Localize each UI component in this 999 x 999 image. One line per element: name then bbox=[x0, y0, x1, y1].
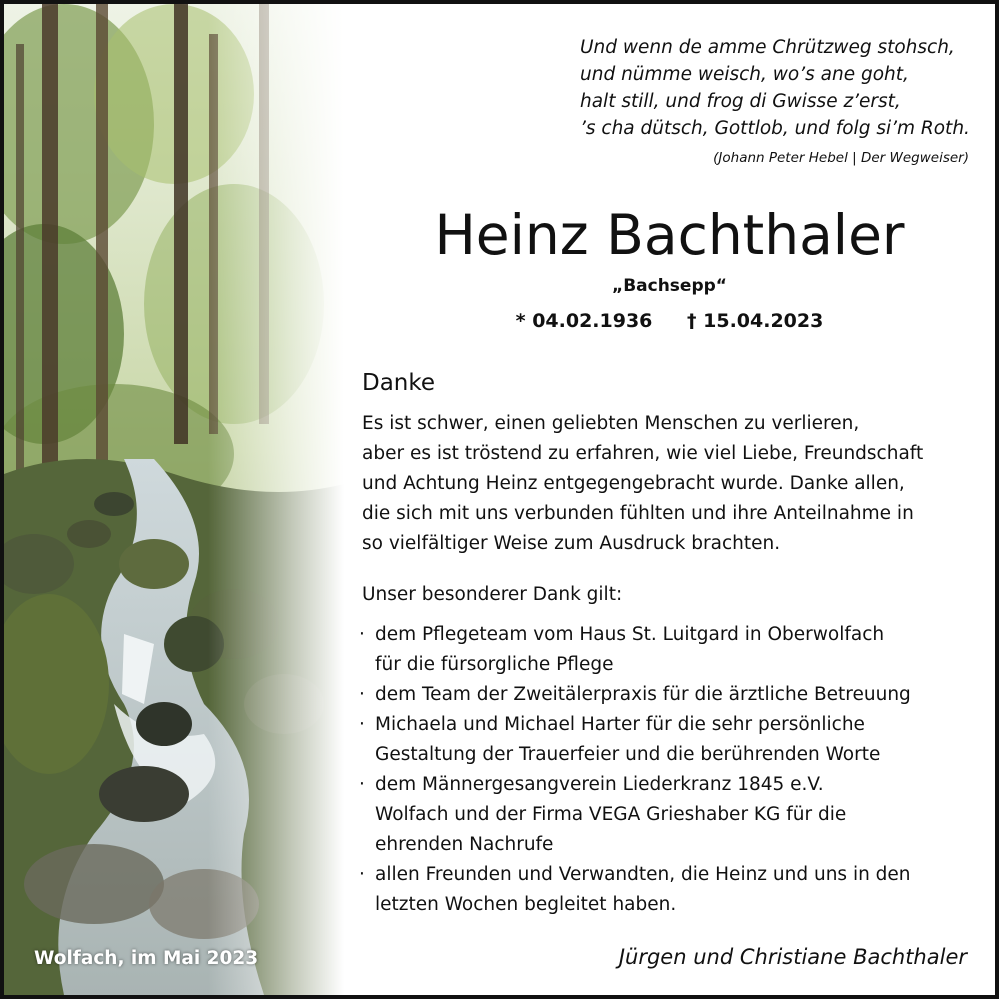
deceased-name: Heinz Bachthaler bbox=[434, 203, 905, 267]
list-item-line: allen Freunden und Verwandten, die Heinz und uns in den bbox=[375, 864, 911, 885]
list-item-line: dem Pflegeteam vom Haus St. Luitgard in Oberwolfach bbox=[375, 624, 885, 645]
list-item-line: ehrenden Nachrufe bbox=[375, 834, 554, 855]
poem-line: Und wenn de amme Chrützweg stohsch, bbox=[580, 37, 955, 58]
thanks-heading: Danke bbox=[362, 370, 436, 396]
birth-date: * 04.02.1936 bbox=[515, 310, 653, 332]
death-date: † 15.04.2023 bbox=[687, 310, 824, 332]
list-item-line: dem Team der Zweitälerpraxis für die ärztliche Betreuung bbox=[375, 684, 911, 705]
life-dates bbox=[344, 310, 995, 332]
bullet-icon: · bbox=[359, 864, 365, 885]
list-item-line: Wolfach und der Firma VEGA Grieshaber KG für die bbox=[375, 804, 847, 825]
forest-stream-illustration bbox=[4, 4, 344, 995]
list-item-line: letzten Wochen begleitet haben. bbox=[375, 894, 677, 915]
poem-line: und nümme weisch, wo’s ane goht, bbox=[580, 64, 909, 85]
deceased-nickname: „Bachsepp“ bbox=[612, 276, 727, 296]
poem-line: ’s cha dütsch, Gottlob, und folg si’m Roth. bbox=[580, 118, 970, 139]
list-item-line: Gestaltung der Trauerfeier und die berührenden Worte bbox=[375, 744, 881, 765]
list-item bbox=[359, 680, 989, 710]
list-item bbox=[359, 770, 989, 860]
bullet-icon: · bbox=[359, 714, 365, 735]
thanks-message bbox=[362, 409, 982, 559]
bullet-icon: · bbox=[359, 684, 365, 705]
list-item-line: dem Männergesangverein Liederkranz 1845 e.V. bbox=[375, 774, 824, 795]
forest-stream-photo bbox=[4, 4, 344, 995]
thanks-list bbox=[359, 620, 989, 920]
poem-line: halt still, und frog di Gwisse z’erst, bbox=[580, 91, 901, 112]
list-item-line: für die fürsorgliche Pflege bbox=[375, 654, 614, 675]
poem bbox=[580, 34, 980, 142]
message-line: die sich mit uns verbunden fühlten und ihre Anteilnahme in bbox=[362, 503, 914, 524]
message-line: und Achtung Heinz entgegengebracht wurde. Danke allen, bbox=[362, 473, 905, 494]
message-line: Es ist schwer, einen geliebten Menschen zu verlieren, bbox=[362, 413, 860, 434]
message-line: so vielfältiger Weise zum Ausdruck brachten. bbox=[362, 533, 781, 554]
list-item bbox=[359, 620, 989, 680]
list-item-line: Michaela und Michael Harter für die sehr persönliche bbox=[375, 714, 865, 735]
message-line: aber es ist tröstend zu erfahren, wie viel Liebe, Freundschaft bbox=[362, 443, 924, 464]
list-item bbox=[359, 860, 989, 920]
place-and-date: Wolfach, im Mai 2023 bbox=[34, 948, 259, 969]
bullet-icon: · bbox=[359, 774, 365, 795]
thanks-intro: Unser besonderer Dank gilt: bbox=[362, 584, 623, 605]
signature: Jürgen und Christiane Bachthaler bbox=[618, 945, 967, 969]
list-item bbox=[359, 710, 989, 770]
bullet-icon: · bbox=[359, 624, 365, 645]
poem-attribution: (Johann Peter Hebel | Der Wegweiser) bbox=[713, 150, 969, 166]
